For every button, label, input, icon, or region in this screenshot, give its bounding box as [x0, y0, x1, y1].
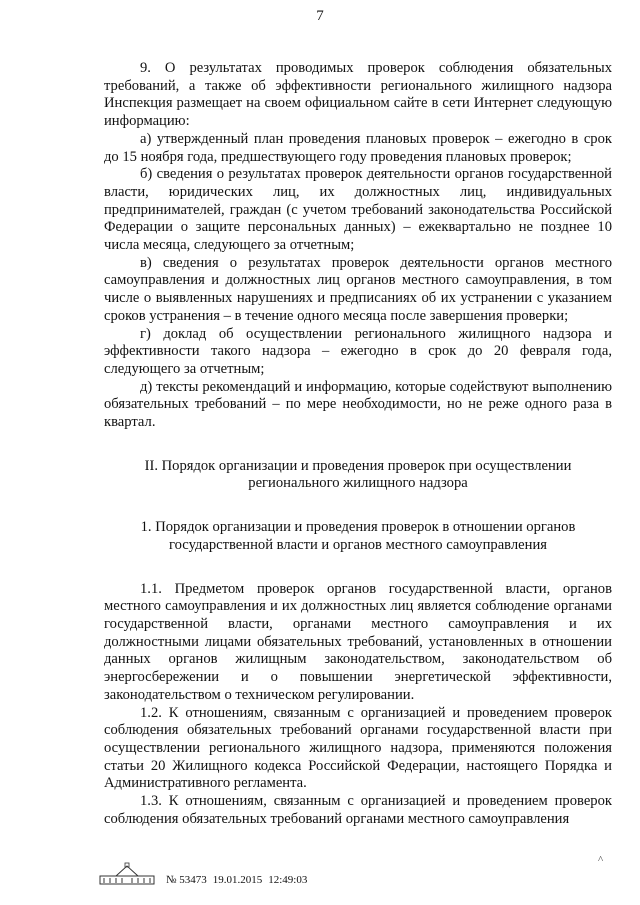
document-footer — [98, 860, 313, 886]
document-number: № 53473 — [166, 874, 207, 886]
list-item-b: б) сведения о результатах проверок деятельности органов государственной власти, юридических лиц, их должностных лиц, индивидуальных предпринимателей, граждан (с учетом требований законодательства Российской Федерации о защите персональных данных) – ежеквартально не позднее 10 числа месяца, следующего за отчетным; — [104, 166, 612, 254]
document-time: 12:49:03 — [268, 874, 308, 886]
paragraph-1-3: 1.3. К отношениям, связанным с организацией и проведением проверок соблюдения обязательных требований органами местного самоуправления — [104, 793, 612, 827]
document-date: 19.01.2015 — [212, 874, 263, 886]
list-item-g: г) доклад об осуществлении регионального жилищного надзора и эффективности такого надзора – ежегодно в срок до 20 февраля года, следующего за отчетным; — [104, 325, 612, 377]
list-item-v: в) сведения о результатах проверок деятельности органов местного самоуправления и должностных лиц органов местного самоуправления, в том числе о выявленных нарушениях и предписаниях об их устранении с указанием сроков устранения – в течение одного месяца после завершения проверки; — [104, 254, 612, 324]
government-building-stamp-icon — [98, 862, 156, 886]
document-body — [104, 60, 612, 828]
page-number: 7 — [316, 8, 324, 24]
section-heading: II. Порядок организации и проведения проверок при осуществлении регионального жилищного надзора — [144, 457, 572, 492]
paragraph-1-2: 1.2. К отношениям, связанным с организацией и проведением проверок соблюдения обязательных требований органами государственной власти при осуществлении регионального жилищного надзора, применяются положения статьи 20 Жилищного кодекса Российской Федерации, настоящего Порядка и Административного регламента. — [104, 704, 612, 792]
list-item-a: а) утвержденный план проведения плановых проверок – ежегодно в срок до 15 ноября года, предшествующего году проведения плановых проверок; — [104, 130, 612, 165]
subsection-heading: 1. Порядок организации и проведения проверок в отношении органов государственной власти и органов местного самоуправления — [140, 519, 576, 553]
list-item-d: д) тексты рекомендаций и информацию, которые содействуют выполнению обязательных требований – по мере необходимости, но не реже одного раза в квартал. — [104, 378, 612, 431]
corner-mark: ^ — [598, 854, 604, 866]
paragraph-1-1: 1.1. Предметом проверок органов государственной власти, органов местного самоуправления и их должностных лиц является соблюдение органами государственной власти, органами местного самоуправления и их должностными лицами обязательных требований, установленных в отношении данных органов жилищным законодательством, законодательством об энергосбережении и о повышении энергетической эффективности, законодательством о техническом регулировании. — [104, 580, 612, 703]
paragraph-9: 9. О результатах проводимых проверок соблюдения обязательных требований, а также об эффективности регионального жилищного надзора Инспекция размещает на своем официальном сайте в сети Интернет следующую информацию: — [104, 60, 612, 130]
